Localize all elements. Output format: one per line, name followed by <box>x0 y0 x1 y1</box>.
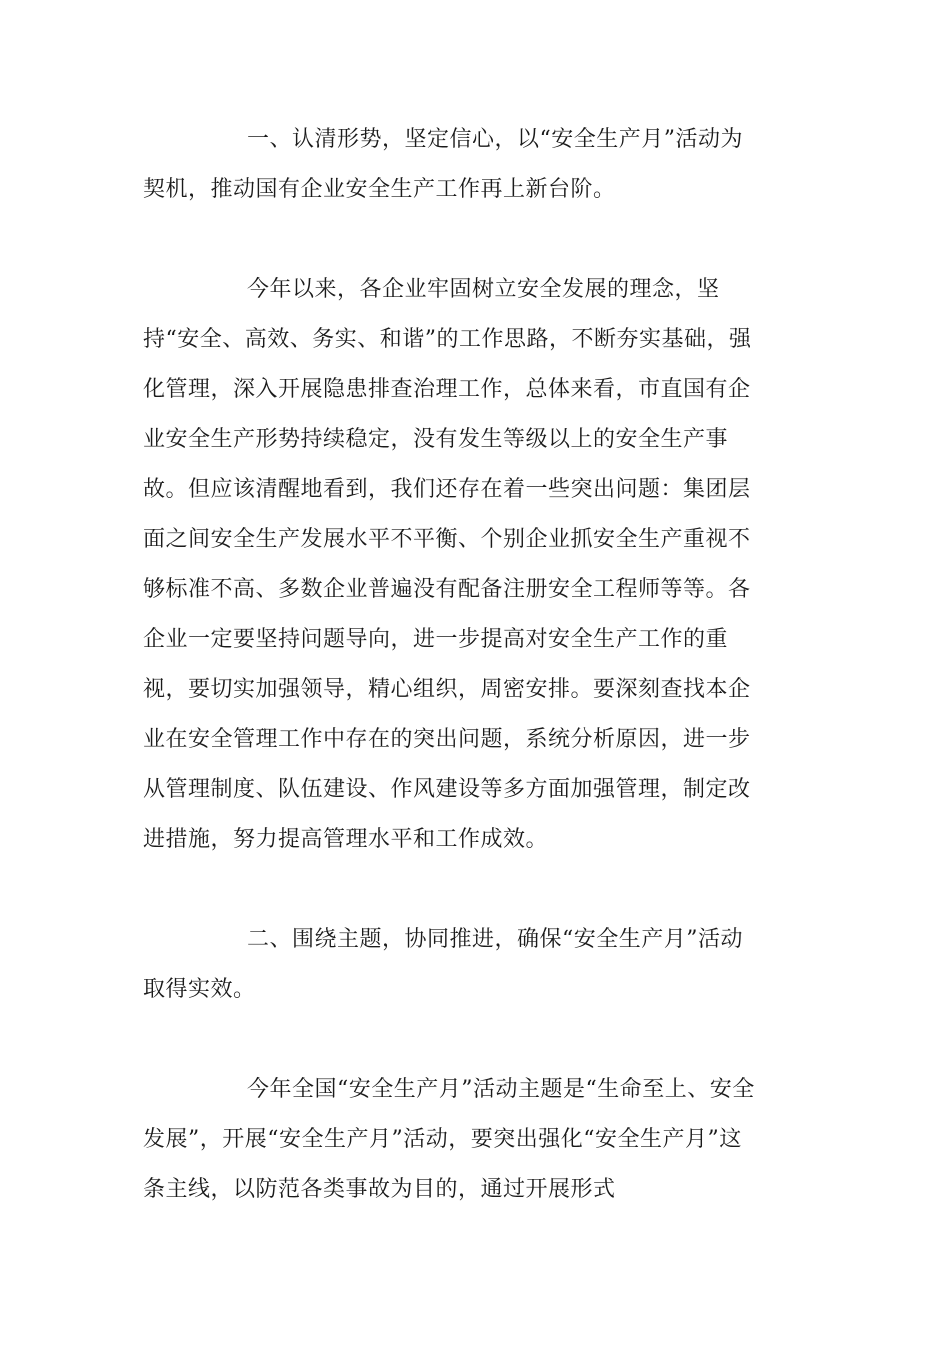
body-paragraph-1: 今年以来，各企业牢固树立安全发展的理念，坚持“安全、高效、务实、和谐”的工作思路，不断夯实基础，强化管理，深入开展隐患排查治理工作，总体来看，市直国有企业安全生产形势持续稳定，没有发生等级以上的安全生产事故。但应该清醒地看到，我们还存在着一些突出问题：集团层面之间安全生产发展水平不平衡、个别企业抓安全生产重视不够标准不高、多数企业普遍没有配备注册安全工程师等等。各企业一定要坚持问题导向，进一步提高对安全生产工作的重视，要切实加强领导，精心组织，周密安排。要深刻查找本企业在安全管理工作中存在的突出问题，系统分析原因，进一步从管理制度、队伍建设、作风建设等多方面加强管理，制定改进措施，努力提高管理水平和工作成效。 <box>143 277 752 852</box>
body-paragraph-2: 今年全国“安全生产月”活动主题是“生命至上、安全发展”，开展“安全生产月”活动，要突出强化“安全生产月”这条主线，以防范各类事故为目的，通过开展形式 <box>143 1077 755 1202</box>
section-heading-2: 二、围绕主题，协同推进，确保“安全生产月”活动取得实效。 <box>143 927 743 1002</box>
section-heading-1: 一、认清形势，坚定信心，以“安全生产月”活动为契机，推动国有企业安全生产工作再上新台阶。 <box>143 127 743 202</box>
